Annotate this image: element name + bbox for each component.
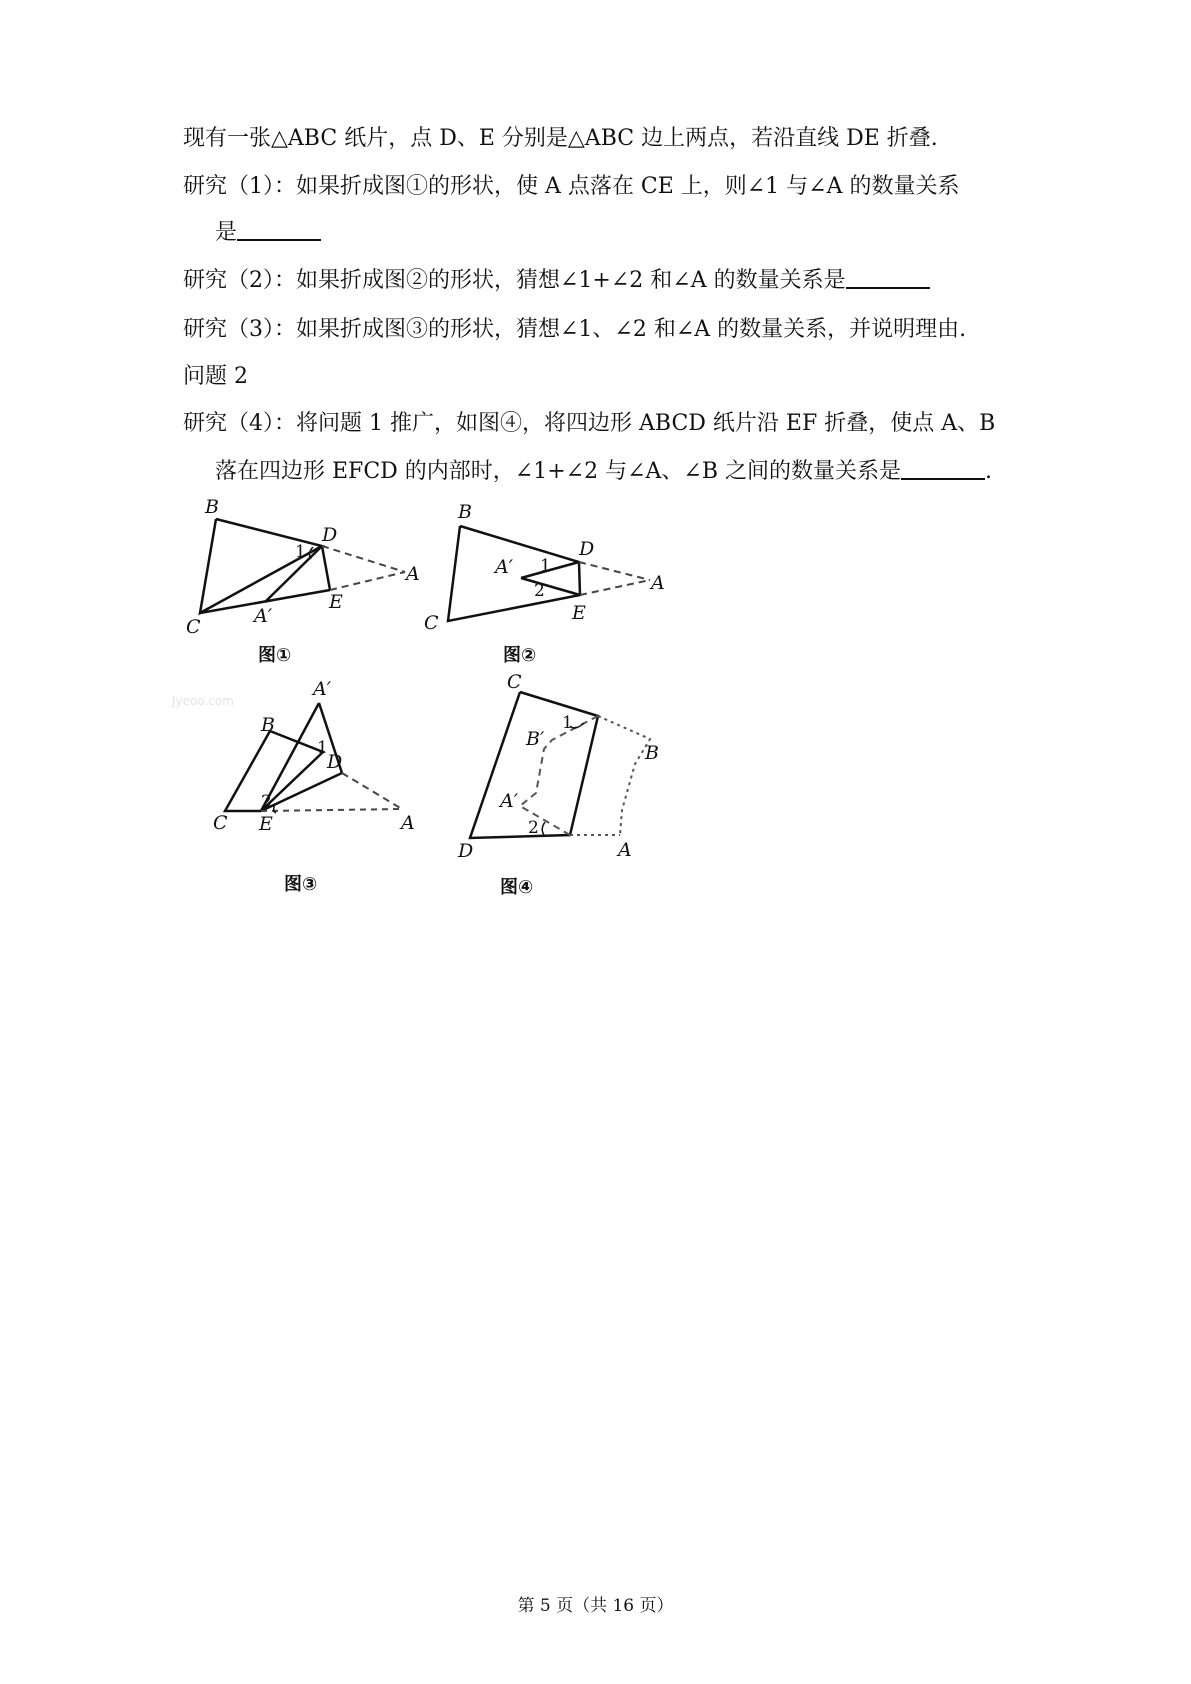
fig4-label-A: A xyxy=(618,839,632,861)
fig3-fold-line-DE xyxy=(261,773,342,811)
fig4-label-D: D xyxy=(458,840,474,862)
question-1-line: 研究（1）：如果折成图①的形状，使 A 点落在 CE 上，则∠1 与∠A 的数量关系 xyxy=(183,174,960,199)
fig2-dashed-EA xyxy=(580,580,650,595)
fig3-dashed-DA xyxy=(342,773,402,809)
fig2-label-B: B xyxy=(458,501,472,523)
question-4-continuation: 落在四边形 EFCD 的内部时，∠1+∠2 与∠A、∠B 之间的数量关系是 . xyxy=(215,459,992,484)
answer-blank-2[interactable] xyxy=(846,267,930,289)
intro-line: 现有一张△ABC 纸片，点 D、E 分别是△ABC 边上两点，若沿直线 DE 折叠. xyxy=(183,126,938,151)
fig2-paper-edges xyxy=(448,526,580,621)
fig2-label-A-prime: A′ xyxy=(495,556,514,578)
fig4-angle-2-arc xyxy=(542,822,545,835)
figure-2-caption: 图② xyxy=(503,645,537,666)
fig4-label-A-prime: A′ xyxy=(500,790,519,812)
fig3-label-angle-1: 1 xyxy=(317,738,328,758)
fig3-label-angle-2: 2 xyxy=(261,792,272,812)
fig1-dashed-EA xyxy=(330,572,405,590)
fig2-label-D: D xyxy=(579,538,595,560)
fig3-label-B: B xyxy=(261,714,275,736)
fig4-label-B: B xyxy=(645,742,659,764)
fig4-label-angle-1: 1 xyxy=(562,713,573,733)
answer-blank-4[interactable] xyxy=(901,458,985,480)
fig2-label-angle-2: 2 xyxy=(534,581,545,601)
fig1-dashed-DA xyxy=(322,546,405,572)
figure-2-diagram xyxy=(416,495,665,645)
figure-3-diagram xyxy=(205,673,435,833)
fig3-label-E: E xyxy=(259,813,273,835)
fig3-label-D: D xyxy=(327,751,343,773)
fig1-label-C: C xyxy=(186,616,201,638)
fig1-fold-line-DE xyxy=(322,546,330,590)
figure-1-caption: 图① xyxy=(258,645,292,666)
fig2-folded-edge-EA1 xyxy=(521,578,580,595)
question-1-continuation: 是 xyxy=(215,218,321,248)
watermark: Jyeoo.com xyxy=(172,694,234,708)
question-2-line: 研究（2）：如果折成图②的形状，猜想∠1+∠2 和∠A 的数量关系是 xyxy=(183,266,930,296)
fig1-label-D: D xyxy=(322,524,338,546)
fig3-label-A-prime: A′ xyxy=(313,678,332,700)
fig1-label-A: A xyxy=(406,563,420,585)
answer-blank-1[interactable] xyxy=(237,219,321,241)
fig4-label-B-prime: B′ xyxy=(526,728,545,750)
fig3-dashed-EA xyxy=(261,809,402,811)
figure-4-diagram xyxy=(440,673,680,863)
fig1-label-E: E xyxy=(329,591,343,613)
figure-1-diagram xyxy=(180,495,420,645)
fig2-label-angle-1: 1 xyxy=(540,556,551,576)
figure-3 xyxy=(205,673,435,837)
fig3-paper-edges xyxy=(225,731,323,811)
figure-1 xyxy=(180,495,420,649)
fig1-label-angle-1: 1 xyxy=(295,542,306,562)
question-3-line: 研究（3）：如果折成图③的形状，猜想∠1、∠2 和∠A 的数量关系，并说明理由. xyxy=(183,317,967,342)
fig2-label-C: C xyxy=(424,612,439,634)
problem-2-heading: 问题 2 xyxy=(183,364,248,389)
fig2-label-A: A xyxy=(651,572,665,594)
figure-2 xyxy=(416,495,665,649)
figure-4-caption: 图④ xyxy=(500,877,534,898)
fig4-dotted-original-BA xyxy=(598,716,650,835)
fig1-label-B: B xyxy=(205,496,219,518)
fig2-dashed-DA xyxy=(579,562,650,580)
fig3-label-A: A xyxy=(401,812,415,834)
question-4-line: 研究（4）：将问题 1 推广，如图④，将四边形 ABCD 纸片沿 EF 折叠，使点 A、B xyxy=(183,411,996,436)
figure-4 xyxy=(440,673,680,867)
fig2-label-E: E xyxy=(572,602,586,624)
fig3-label-C: C xyxy=(213,812,228,834)
fig1-paper-edges xyxy=(200,519,322,613)
fig4-paper-edges xyxy=(470,692,598,838)
figure-3-caption: 图③ xyxy=(284,874,318,895)
fig4-label-C: C xyxy=(507,671,522,693)
fig1-label-A-prime: A′ xyxy=(254,605,273,627)
fig4-label-angle-2: 2 xyxy=(528,818,539,838)
page-footer: 第 5 页（共 16 页） xyxy=(517,1596,674,1616)
